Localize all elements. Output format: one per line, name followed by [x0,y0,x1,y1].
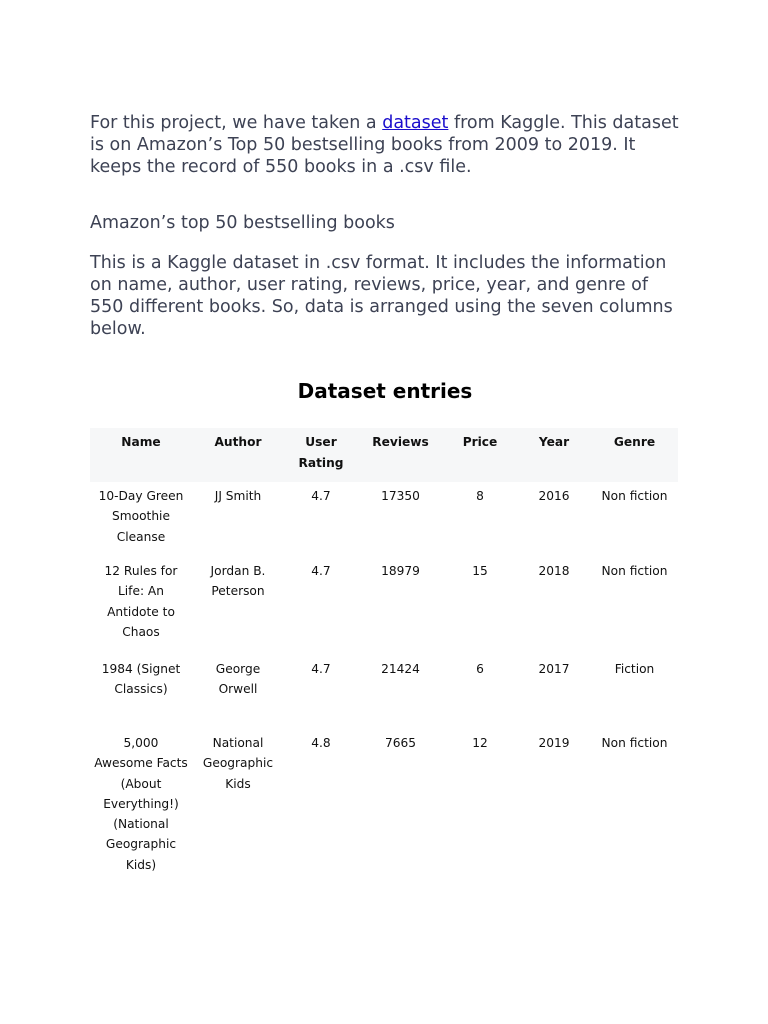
cell-name: 10-Day Green Smoothie Cleanse [98,489,184,544]
table-header-row [90,428,678,482]
header-author: Author [214,435,262,449]
cell-author: National Geographic Kids [202,736,274,791]
intro-text-before: For this project, we have taken a [90,113,383,133]
table-row [90,655,678,729]
cell-user-rating: 4.7 [311,564,331,578]
cell-author: George Orwell [215,662,261,697]
cell-year: 2018 [538,564,570,578]
header-year: Year [538,435,570,449]
cell-name: 1984 (Signet Classics) [101,662,181,697]
cell-user-rating: 4.7 [311,662,331,676]
cell-reviews: 7665 [384,736,417,750]
cell-name: 12 Rules for Life: An Antidote to Chaos [104,564,178,639]
header-user-rating: User Rating [298,435,344,470]
cell-user-rating: 4.8 [311,736,331,750]
table-row [90,557,678,655]
header-name: Name [121,435,161,449]
cell-genre: Non fiction [601,564,668,578]
table-title: Dataset entries [297,379,473,403]
intro-paragraph [90,112,680,178]
cell-year: 2019 [538,736,570,750]
header-genre: Genre [613,435,656,449]
description-paragraph: This is a Kaggle dataset in .csv format. It includes the information on name, author, user rating, reviews, price, year, and genre of 550 different books. So, data is arranged using the seven columns below. [90,253,673,339]
dataset-link[interactable]: dataset [382,113,449,133]
cell-year: 2016 [538,489,570,503]
cell-price: 8 [476,489,484,503]
cell-reviews: 18979 [381,564,420,578]
article-content [90,112,680,875]
cell-author: JJ Smith [214,489,262,503]
cell-author: Jordan B. Peterson [210,564,266,599]
cell-genre: Non fiction [601,489,668,503]
cell-user-rating: 4.7 [311,489,331,503]
dataset-table [90,428,678,875]
cell-price: 12 [472,736,488,750]
header-reviews: Reviews [372,435,429,449]
intro-text-after: from Kaggle. This dataset is on Amazon’s Top 50 bestselling books from 2009 to 2019. It keeps the record of 550 books in a .csv file. [90,113,679,177]
cell-reviews: 21424 [381,662,420,676]
cell-name: 5,000 Awesome Facts (About Everything!) (National Geographic Kids) [94,736,188,872]
cell-reviews: 17350 [381,489,420,503]
cell-genre: Non fiction [601,736,668,750]
table-row [90,729,678,875]
cell-price: 6 [476,662,484,676]
cell-year: 2017 [538,662,570,676]
cell-price: 15 [472,564,488,578]
table-row [90,482,678,557]
subheading: Amazon’s top 50 bestselling books [90,213,395,233]
cell-genre: Fiction [614,662,655,676]
header-price: Price [462,435,498,449]
